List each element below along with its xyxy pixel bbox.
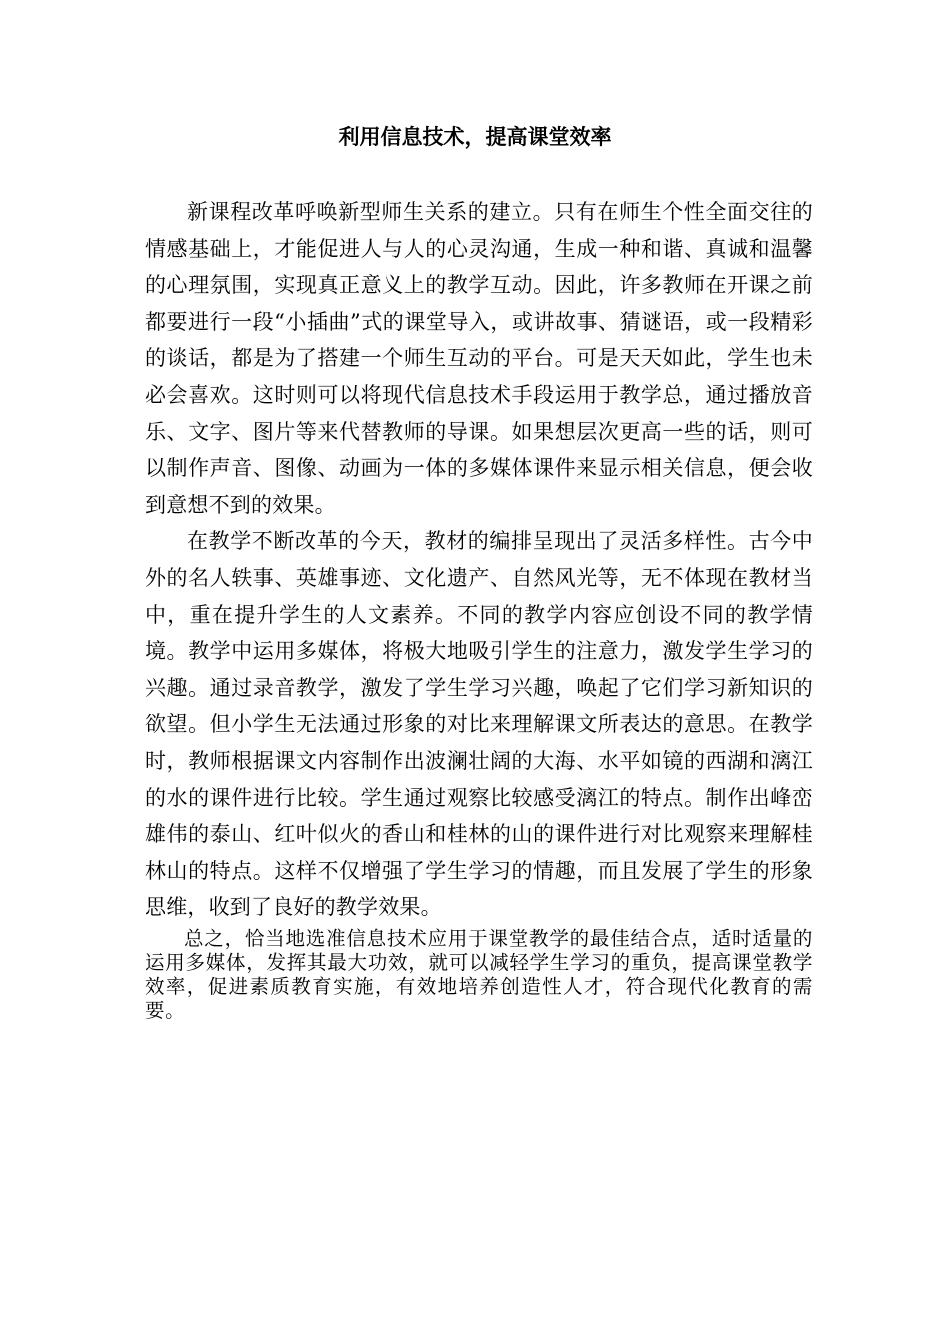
document-title: 利用信息技术，提高课堂效率: [338, 124, 612, 149]
paragraph-1: 新课程改革呼唤新型师生关系的建立。只有在师生个性全面交往的情感基础上，才能促进人与人的心灵沟通，生成一种和谐、真诚和温馨的心理氛围，实现真正意义上的教学互动。因此，许多教师在开课之前都要进行一段“小插曲”式的课堂导入，或讲故事、猜谜语，或一段精彩的谈话，都是为了搭建一个师生互动的平台。可是天天如此，学生也未必会喜欢。这时则可以将现代信息技术手段运用于教学总，通过播放音乐、文字、图片等来代替教师的导课。如果想层次更高一些的话，则可以制作声音、图像、动画为一体的多媒体课件来显示相关信息，便会收到意想不到的效果。: [145, 200, 813, 517]
document-body: [145, 194, 813, 1023]
paragraph-2: 在教学不断改革的今天，教材的编排呈现出了灵活多样性。古今中外的名人轶事、英雄事迹、文化遗产、自然风光等，无不体现在教材当中，重在提升学生的人文素养。不同的教学内容应创设不同的教学情境。教学中运用多媒体，将极大地吸引学生的注意力，激发学生学习的兴趣。通过录音教学，激发了学生学习兴趣，唤起了它们学习新知识的欲望。但小学生无法通过形象的对比来理解课文所表达的意思。在教学时，教师根据课文内容制作出波澜壮阔的大海、水平如镜的西湖和漓江的水的课件进行比较。学生通过观察比较感受漓江的特点。制作出峰峦雄伟的泰山、红叶似火的香山和桂林的山的课件进行对比观察来理解桂林山的特点。这样不仅增强了学生学习的情趣，而且发展了学生的形象思维，收到了良好的教学效果。: [145, 529, 813, 920]
paragraph-3: 总之，恰当地选准信息技术应用于课堂教学的最佳结合点，适时适量的运用多媒体，发挥其最大功效，就可以减轻学生学习的重负，提高课堂教学效率，促进素质教育实施，有效地培养创造性人才，符合现代化教育的需要。: [145, 926, 813, 1022]
